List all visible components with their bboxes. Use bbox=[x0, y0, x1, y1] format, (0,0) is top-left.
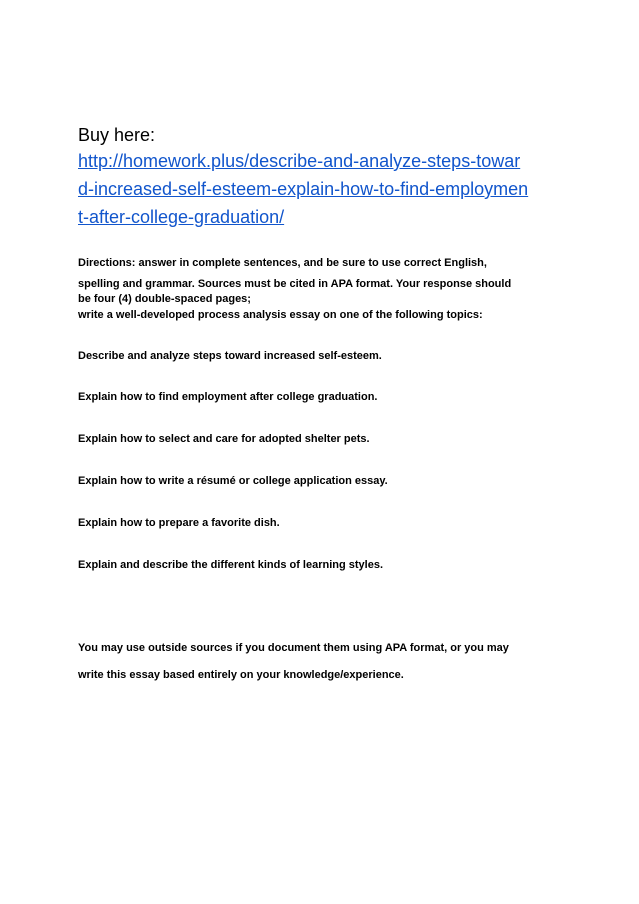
closing-line-2: write this essay based entirely on your knowledge/experience. bbox=[78, 669, 404, 681]
directions-line-4: write a well-developed process analysis essay on one of the following topics: bbox=[78, 309, 483, 321]
closing-line-1: You may use outside sources if you document them using APA format, or you may bbox=[78, 642, 509, 654]
purchase-link-line-3[interactable]: t-after-college-graduation/ bbox=[78, 207, 285, 227]
topic-item: Explain how to select and care for adopted shelter pets. bbox=[78, 433, 370, 445]
directions-line-1: Directions: answer in complete sentences, and be sure to use correct English, bbox=[78, 257, 487, 269]
directions-line-3: be four (4) double-spaced pages; bbox=[78, 293, 251, 305]
buy-here-label: Buy here: bbox=[78, 125, 156, 145]
topic-item: Explain and describe the different kinds of learning styles. bbox=[78, 559, 384, 571]
topic-item: Explain how to prepare a favorite dish. bbox=[78, 517, 280, 529]
purchase-link-line-1[interactable]: http://homework.plus/describe-and-analyze-steps-towar bbox=[78, 151, 521, 171]
topic-item: Explain how to write a résumé or college application essay. bbox=[78, 475, 388, 487]
purchase-link-line-2[interactable]: d-increased-self-esteem-explain-how-to-find-employmen bbox=[78, 179, 529, 199]
topic-item: Explain how to find employment after college graduation. bbox=[78, 391, 378, 403]
directions-line-2: spelling and grammar. Sources must be cited in APA format. Your response should bbox=[78, 278, 512, 290]
topic-item: Describe and analyze steps toward increased self-esteem. bbox=[78, 350, 382, 362]
